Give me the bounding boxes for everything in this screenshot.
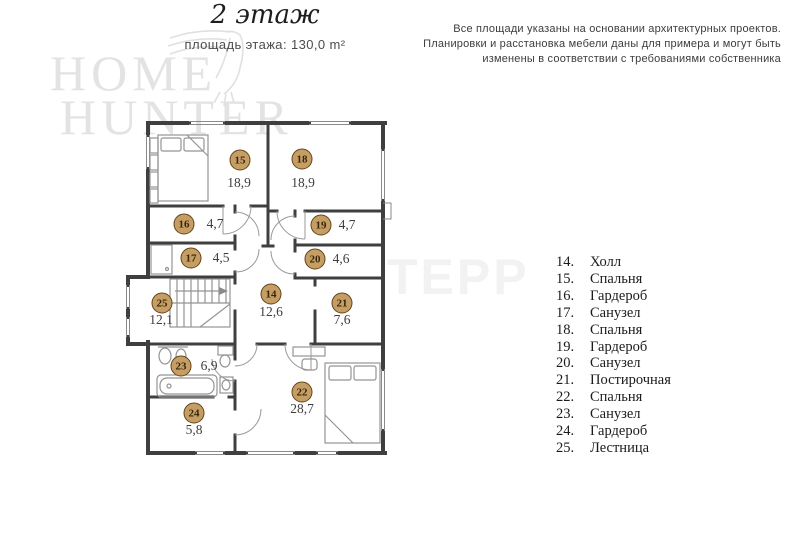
room-badge-24: 24 [184,403,205,424]
legend-item-number: 15. [556,270,575,287]
legend-item [556,288,671,305]
legend-item-number: 14. [556,254,575,270]
legend-item [556,372,671,389]
room-badge-18: 18 [292,149,313,170]
room-badge-19: 19 [311,215,332,236]
stairs-icon [170,279,230,327]
room-area-25: 12,1 [149,312,173,327]
room-badge-14: 14 [261,284,282,305]
bed-icon [158,135,208,201]
legend-item-label: Спальня [590,389,643,406]
interior-walls [128,123,383,453]
legend-item-number: 25. [556,439,575,456]
legend-item-label: Лестница [590,439,650,456]
page-title: 2 этаж [210,0,320,30]
legend-item-number: 24. [556,423,575,440]
legend-item-label: Спальня [590,321,643,338]
room-badge-25: 25 [152,293,173,314]
room-area-23: 6,9 [200,358,218,373]
legend-item [556,322,671,339]
disclaimer-line: изменены в соответствии с требованиями собственника [482,53,781,65]
legend-item [556,305,671,322]
legend-item [556,406,671,423]
room-badge-17: 17 [181,248,202,269]
room-area-17: 4,5 [212,250,230,265]
legend-item-label: Санузел [590,406,641,423]
room-area-20: 4,6 [332,251,350,266]
room-area-22: 28,7 [290,401,314,416]
brand-logo-hunter: HUNTER [60,89,293,145]
floor-plan-drawing [125,113,393,461]
legend-item-label: Гардероб [590,338,648,355]
bed-icon [325,363,380,443]
room-legend [556,254,671,457]
legend-item [556,339,671,356]
legend-item [556,355,671,372]
legend-item-label: Гардероб [590,287,648,304]
legend-item-number: 19. [556,338,575,355]
room-badge-23: 23 [171,356,192,377]
room-badge-20: 20 [305,249,326,270]
legend-item [556,440,671,457]
legend-item-label: Гардероб [590,423,648,440]
shower-icon [151,245,172,274]
legend-item-number: 20. [556,355,575,372]
room-area-19: 4,7 [338,217,356,232]
room-badge-16: 16 [174,214,195,235]
legend-item-number: 16. [556,287,575,304]
disclaimer-text [423,22,781,67]
floor-plan [125,113,393,461]
windows [127,122,392,455]
floor-area-subtitle: площадь этажа: 130,0 m² [184,37,346,52]
legend-item-number: 21. [556,372,575,389]
room-area-24: 5,8 [185,422,203,437]
legend-item [556,254,671,271]
disclaimer-line: Все площади указаны на основании архитектурных проектов. [453,23,781,35]
legend-item-number: 18. [556,321,575,338]
legend-item [556,271,671,288]
outer-walls [128,123,385,453]
room-area-16: 4,7 [206,216,224,231]
legend-item-number: 17. [556,304,575,321]
disclaimer-line: Планировки и расстановка мебели даны для примера и могут быть [423,38,781,50]
room-badge-15: 15 [230,150,251,171]
background-watermark: ТЕРР [387,249,530,305]
legend-item-label: Спальня [590,270,643,287]
legend-item [556,389,671,406]
room-area-18: 18,9 [291,175,315,190]
legend-item [556,423,671,440]
toilet-icon [218,346,233,367]
room-area-21: 7,6 [333,312,351,327]
legend-item-number: 22. [556,389,575,406]
legend-item-label: Санузел [590,304,641,321]
legend-item-label: Холл [590,254,622,270]
room-area-15: 18,9 [227,175,251,190]
bathtub-icon [157,375,217,397]
room-badge-22: 22 [292,382,313,403]
legend-item-label: Санузел [590,355,641,372]
legend-item-number: 23. [556,406,575,423]
brand-logo-home: HOME [50,45,218,101]
legend-item-label: Постирочная [590,372,671,389]
room-area-14: 12,6 [259,304,283,319]
wardrobe-icon [150,138,158,203]
room-badge-21: 21 [332,293,353,314]
